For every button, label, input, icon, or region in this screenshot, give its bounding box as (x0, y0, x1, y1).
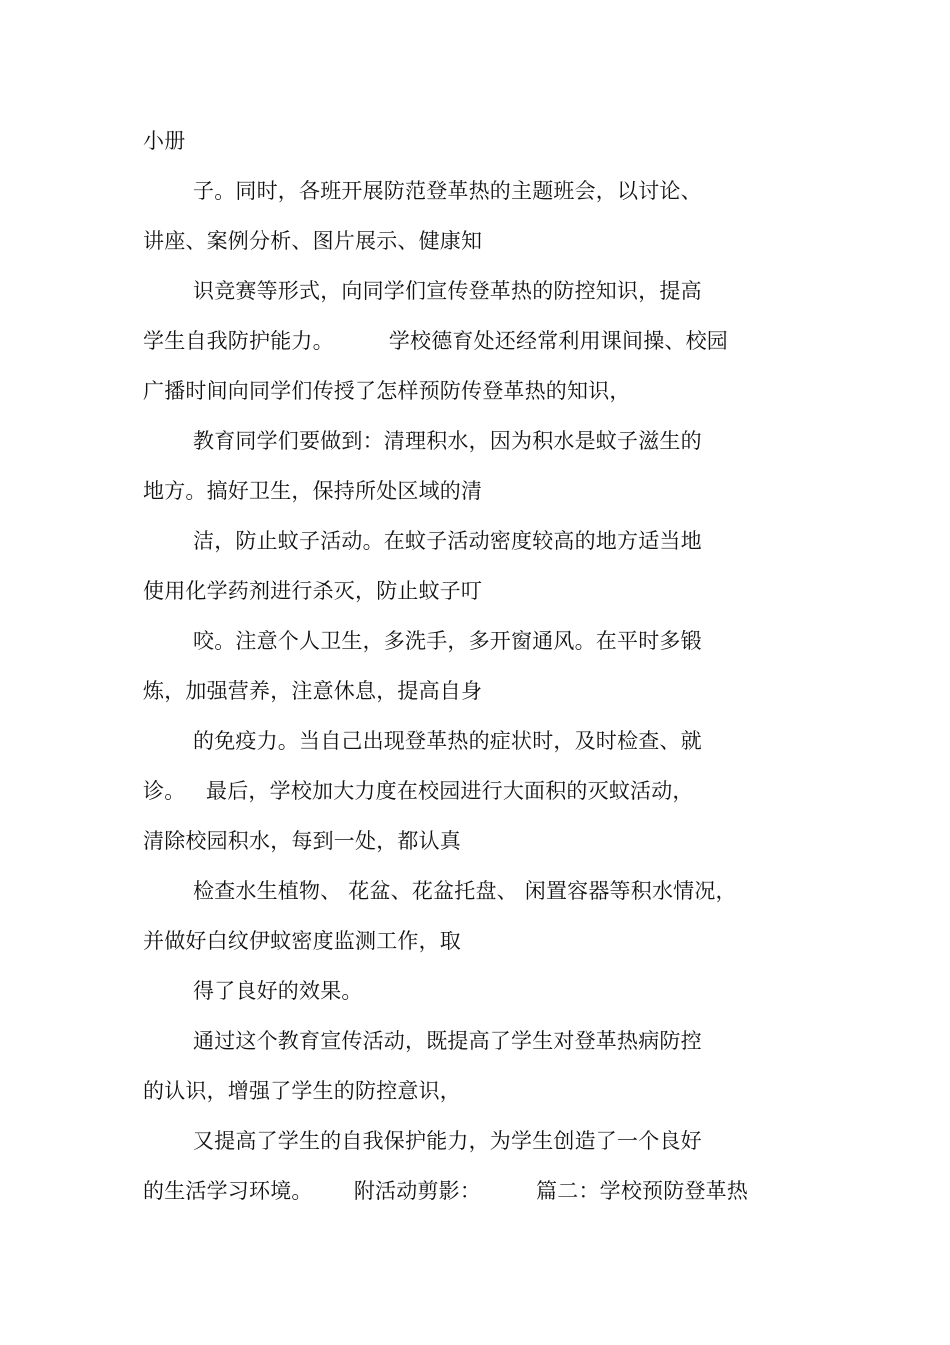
text-line: 诊。 最后，学校加大力度在校园进行大面积的灭蚊活动， (143, 779, 694, 803)
text-line: 学生自我防护能力。 学校德育处还经常利用课间操、校园 (143, 329, 728, 353)
text-line: 教育同学们要做到：清理积水，因为积水是蚊子滋生的 (193, 429, 702, 453)
text-line: 洁，防止蚊子活动。在蚊子活动密度较高的地方适当地 (193, 529, 702, 553)
text-line: 子。同时，各班开展防范登革热的主题班会，以讨论、 (193, 179, 702, 203)
text-line: 并做好白纹伊蚊密度监测工作，取 (143, 929, 461, 953)
text-line: 检查水生植物、 花盆、花盆托盘、 闲置容器等积水情况， (193, 879, 737, 903)
text-line: 炼，加强营养，注意休息，提高自身 (143, 679, 483, 703)
text-line: 的免疫力。当自己出现登革热的症状时，及时检查、就 (193, 729, 702, 753)
text-line: 使用化学药剂进行杀灭，防止蚊子叮 (143, 579, 483, 603)
text-line: 广播时间向同学们传授了怎样预防传登革热的知识， (143, 379, 631, 403)
text-line: 通过这个教育宣传活动，既提高了学生对登革热病防控 (193, 1029, 702, 1053)
text-line: 咬。注意个人卫生，多洗手，多开窗通风。在平时多锻 (193, 629, 702, 653)
text-line: 地方。搞好卫生，保持所处区域的清 (143, 479, 483, 503)
text-line: 的生活学习环境。 附活动剪影： 篇二：学校预防登革热 (143, 1179, 749, 1203)
text-line: 得了良好的效果。 (193, 979, 363, 1003)
text-line: 讲座、案例分析、图片展示、健康知 (143, 229, 483, 253)
text-line: 的认识，增强了学生的防控意识， (143, 1079, 461, 1103)
text-line: 清除校园积水，每到一处，都认真 (143, 829, 461, 853)
text-line: 又提高了学生的自我保护能力，为学生创造了一个良好 (193, 1129, 702, 1153)
text-line: 识竞赛等形式，向同学们宣传登革热的防控知识，提高 (193, 279, 702, 303)
text-line: 小册 (143, 129, 186, 153)
